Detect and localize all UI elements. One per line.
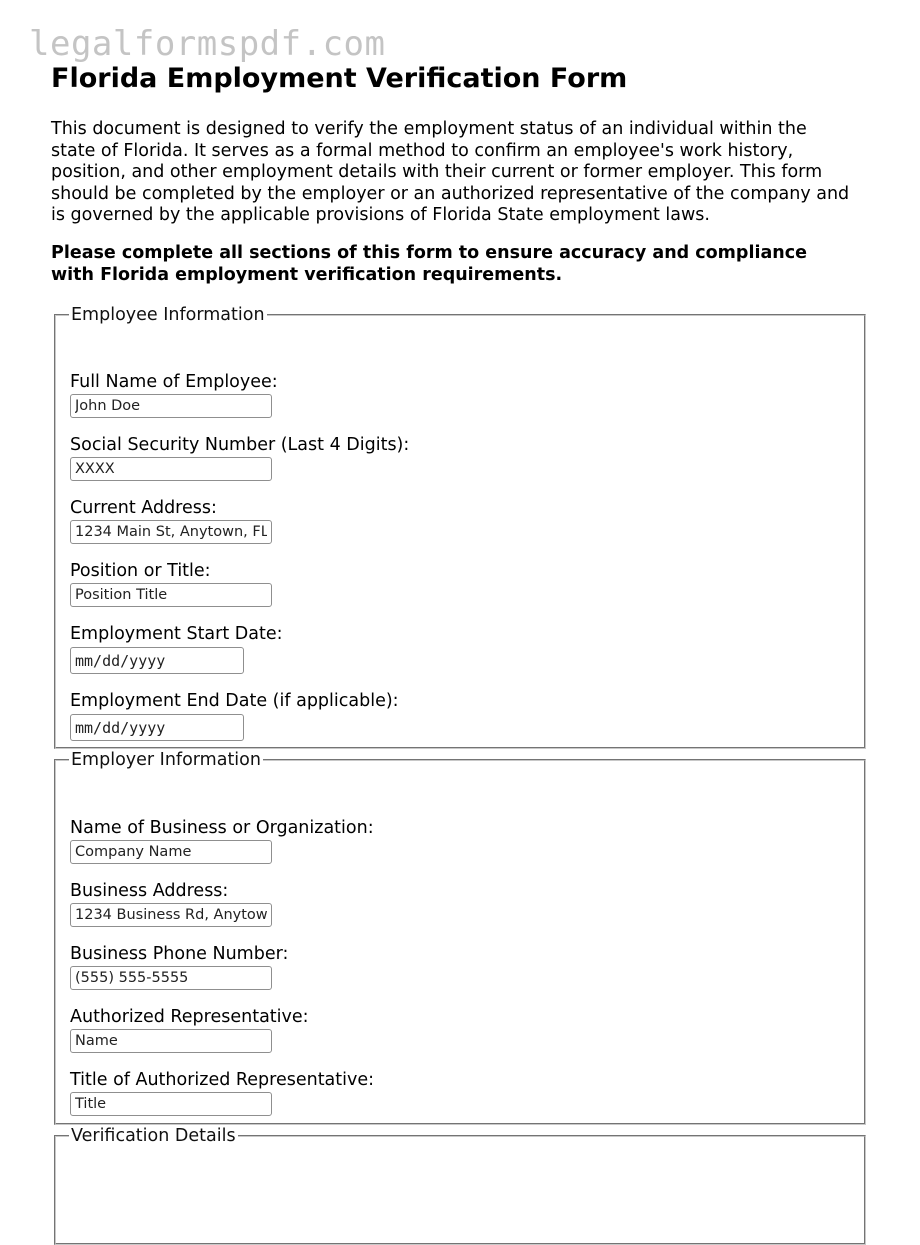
business-address-label: Business Address: bbox=[70, 881, 229, 901]
intro-paragraph: This document is designed to verify the employment status of an individual within the state of Florida. It serves as a formal method to confirm an employee's work history, position, and other employment details with their current or former employer. This form should be completed by the employer or an authorized representative of the company and is governed by the applicable provisions of Florida State employment laws. bbox=[51, 119, 850, 225]
business-phone-label: Business Phone Number: bbox=[70, 944, 289, 964]
employee-name-input[interactable] bbox=[70, 394, 272, 418]
verification-details-section bbox=[54, 1125, 866, 1245]
representative-input[interactable] bbox=[70, 1029, 272, 1053]
page-title: Florida Employment Verification Form bbox=[51, 63, 628, 94]
current-address-field bbox=[70, 497, 272, 544]
employer-information-section bbox=[54, 749, 866, 1125]
ssn-input[interactable] bbox=[70, 457, 272, 481]
instructions-notice: Please complete all sections of this form to ensure accuracy and compliance with Florida employment verification requirements. bbox=[51, 243, 807, 285]
business-name-field bbox=[70, 817, 374, 864]
ssn-label: Social Security Number (Last 4 Digits): bbox=[70, 435, 410, 455]
end-date-label: Employment End Date (if applicable): bbox=[70, 691, 399, 711]
employee-name-field bbox=[70, 371, 278, 418]
employee-information-section bbox=[54, 304, 866, 749]
business-phone-field bbox=[70, 943, 288, 990]
watermark: legalformspdf.com bbox=[29, 24, 386, 64]
business-phone-input[interactable] bbox=[70, 966, 272, 990]
end-date-field bbox=[70, 690, 399, 741]
representative-title-field bbox=[70, 1069, 374, 1116]
representative-field bbox=[70, 1006, 309, 1053]
position-input[interactable] bbox=[70, 583, 272, 607]
employee-name-label: Full Name of Employee: bbox=[70, 372, 278, 392]
ssn-field bbox=[70, 434, 409, 481]
representative-title-label: Title of Authorized Representative: bbox=[70, 1070, 375, 1090]
verification-details-legend: Verification Details bbox=[71, 1126, 236, 1146]
start-date-label: Employment Start Date: bbox=[70, 624, 283, 644]
representative-title-input[interactable] bbox=[70, 1092, 272, 1116]
business-name-input[interactable] bbox=[70, 840, 272, 864]
start-date-input[interactable] bbox=[70, 647, 244, 674]
representative-label: Authorized Representative: bbox=[70, 1007, 309, 1027]
business-address-field bbox=[70, 880, 272, 927]
business-name-label: Name of Business or Organization: bbox=[70, 818, 374, 838]
employer-information-legend: Employer Information bbox=[71, 750, 261, 770]
position-label: Position or Title: bbox=[70, 561, 211, 581]
start-date-field bbox=[70, 623, 283, 674]
business-address-input[interactable] bbox=[70, 903, 272, 927]
position-field bbox=[70, 560, 272, 607]
current-address-input[interactable] bbox=[70, 520, 272, 544]
employee-information-legend: Employee Information bbox=[71, 305, 265, 325]
end-date-input[interactable] bbox=[70, 714, 244, 741]
current-address-label: Current Address: bbox=[70, 498, 217, 518]
